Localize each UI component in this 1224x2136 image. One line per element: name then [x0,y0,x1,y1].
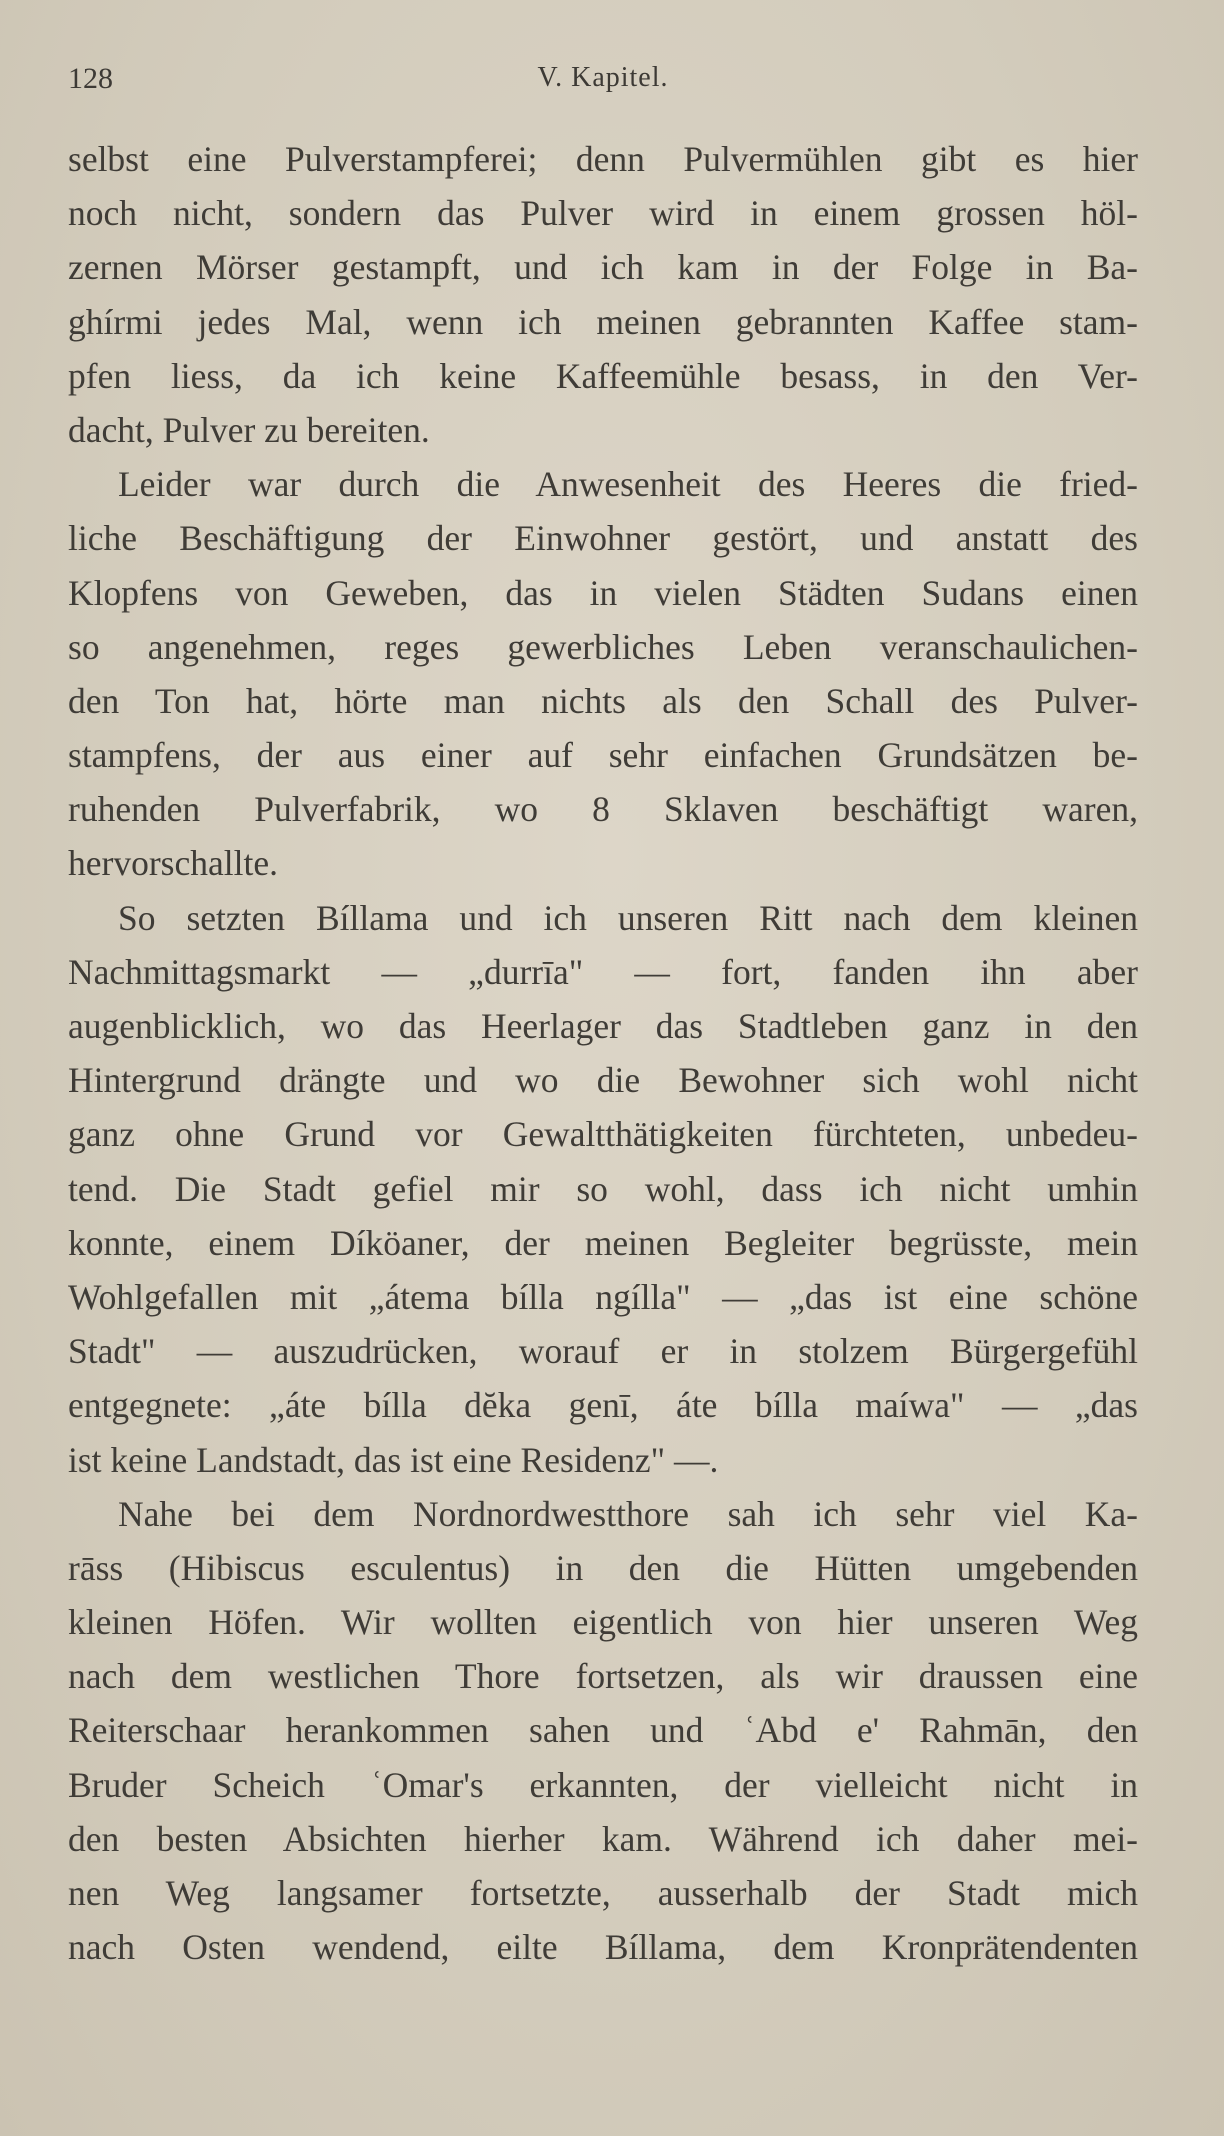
text-line: Klopfens von Geweben, das in vielen Städten Sudans einen [68,572,1138,613]
text-line: ghírmi jedes Mal, wenn ich meinen gebrannten Kaffee stam- [68,301,1138,342]
text-line: augenblicklich, wo das Heerlager das Stadtleben ganz in den [68,1006,1138,1046]
paragraph-3 [68,891,1138,1487]
text-line: Wohlgefallen mit „átema bílla ngílla" — „das ist eine schöne [68,1276,1138,1317]
paragraph-4 [68,1487,1138,1975]
text-line: selbst eine Pulverstampferei; denn Pulvermühlen gibt es hier [68,139,1138,179]
text-line: Hintergrund drängte und wo die Bewohner sich wohl nicht [68,1060,1138,1101]
text-line: hervorschallte. [68,843,278,884]
text-line: rāss (Hibiscus esculentus) in den die Hütten umgebenden [68,1547,1138,1588]
page-number: 128 [68,62,113,95]
text-line: stampfens, der aus einer auf sehr einfachen Grundsätzen be- [68,735,1138,776]
text-line: Nahe bei dem Nordnordwestthore sah ich sehr viel Ka- [118,1493,1138,1534]
text-line: pfen liess, da ich keine Kaffeemühle besass, in den Ver- [68,355,1138,396]
text-line: nen Weg langsamer fortsetzte, ausserhalb der Stadt mich [68,1873,1138,1913]
text-line: Stadt" — auszudrücken, worauf er in stolzem Bürgergefühl [68,1331,1138,1372]
text-line: liche Beschäftigung der Einwohner gestört, und anstatt des [68,518,1138,559]
text-line: nach Osten wendend, eilte Bíllama, dem Kronprätendenten [68,1927,1138,1968]
text-line: kleinen Höfen. Wir wollten eigentlich von hier unseren Weg [68,1602,1138,1643]
text-line: den Ton hat, hörte man nichts als den Schall des Pulver- [68,680,1138,721]
text-line: ruhenden Pulverfabrik, wo 8 Sklaven beschäftigt waren, [68,789,1138,830]
text-line: So setzten Bíllama und ich unseren Ritt nach dem kleinen [118,897,1138,938]
text-line: entgegnete: „áte bílla dĕka genī, áte bílla maíwa" — „das [68,1385,1138,1426]
text-line: zernen Mörser gestampft, und ich kam in der Folge in Ba- [68,247,1138,288]
chapter-title: V. Kapitel. [537,62,669,93]
text-line: den besten Absichten hierher kam. Während ich daher mei- [68,1818,1138,1859]
text-line: ganz ohne Grund vor Gewaltthätigkeiten fürchteten, unbedeu- [68,1114,1138,1155]
text-line: nach dem westlichen Thore fortsetzen, als wir draussen eine [68,1656,1138,1697]
text-line: ist keine Landstadt, das ist eine Residenz" —. [68,1439,719,1480]
paragraph-1 [68,132,1138,457]
text-line: Bruder Scheich ʿOmar's erkannten, der vielleicht nicht in [68,1764,1138,1805]
running-head [68,62,1138,102]
paragraph-2 [68,457,1138,891]
text-line: so angenehmen, reges gewerbliches Leben veranschaulichen- [68,626,1138,667]
body-text [68,132,1138,1974]
text-line: Leider war durch die Anwesenheit des Heeres die fried- [118,464,1138,505]
text-line: Nachmittagsmarkt — „durrīa" — fort, fanden ihn aber [68,951,1138,992]
text-line: dacht, Pulver zu bereiten. [68,409,430,450]
text-line: Reiterschaar herankommen sahen und ʿAbd e' Rahmān, den [68,1710,1138,1751]
text-line: noch nicht, sondern das Pulver wird in einem grossen höl- [68,193,1138,234]
text-line: tend. Die Stadt gefiel mir so wohl, dass ich nicht umhin [68,1168,1138,1209]
text-line: konnte, einem Díköaner, der meinen Begleiter begrüsste, mein [68,1222,1138,1263]
